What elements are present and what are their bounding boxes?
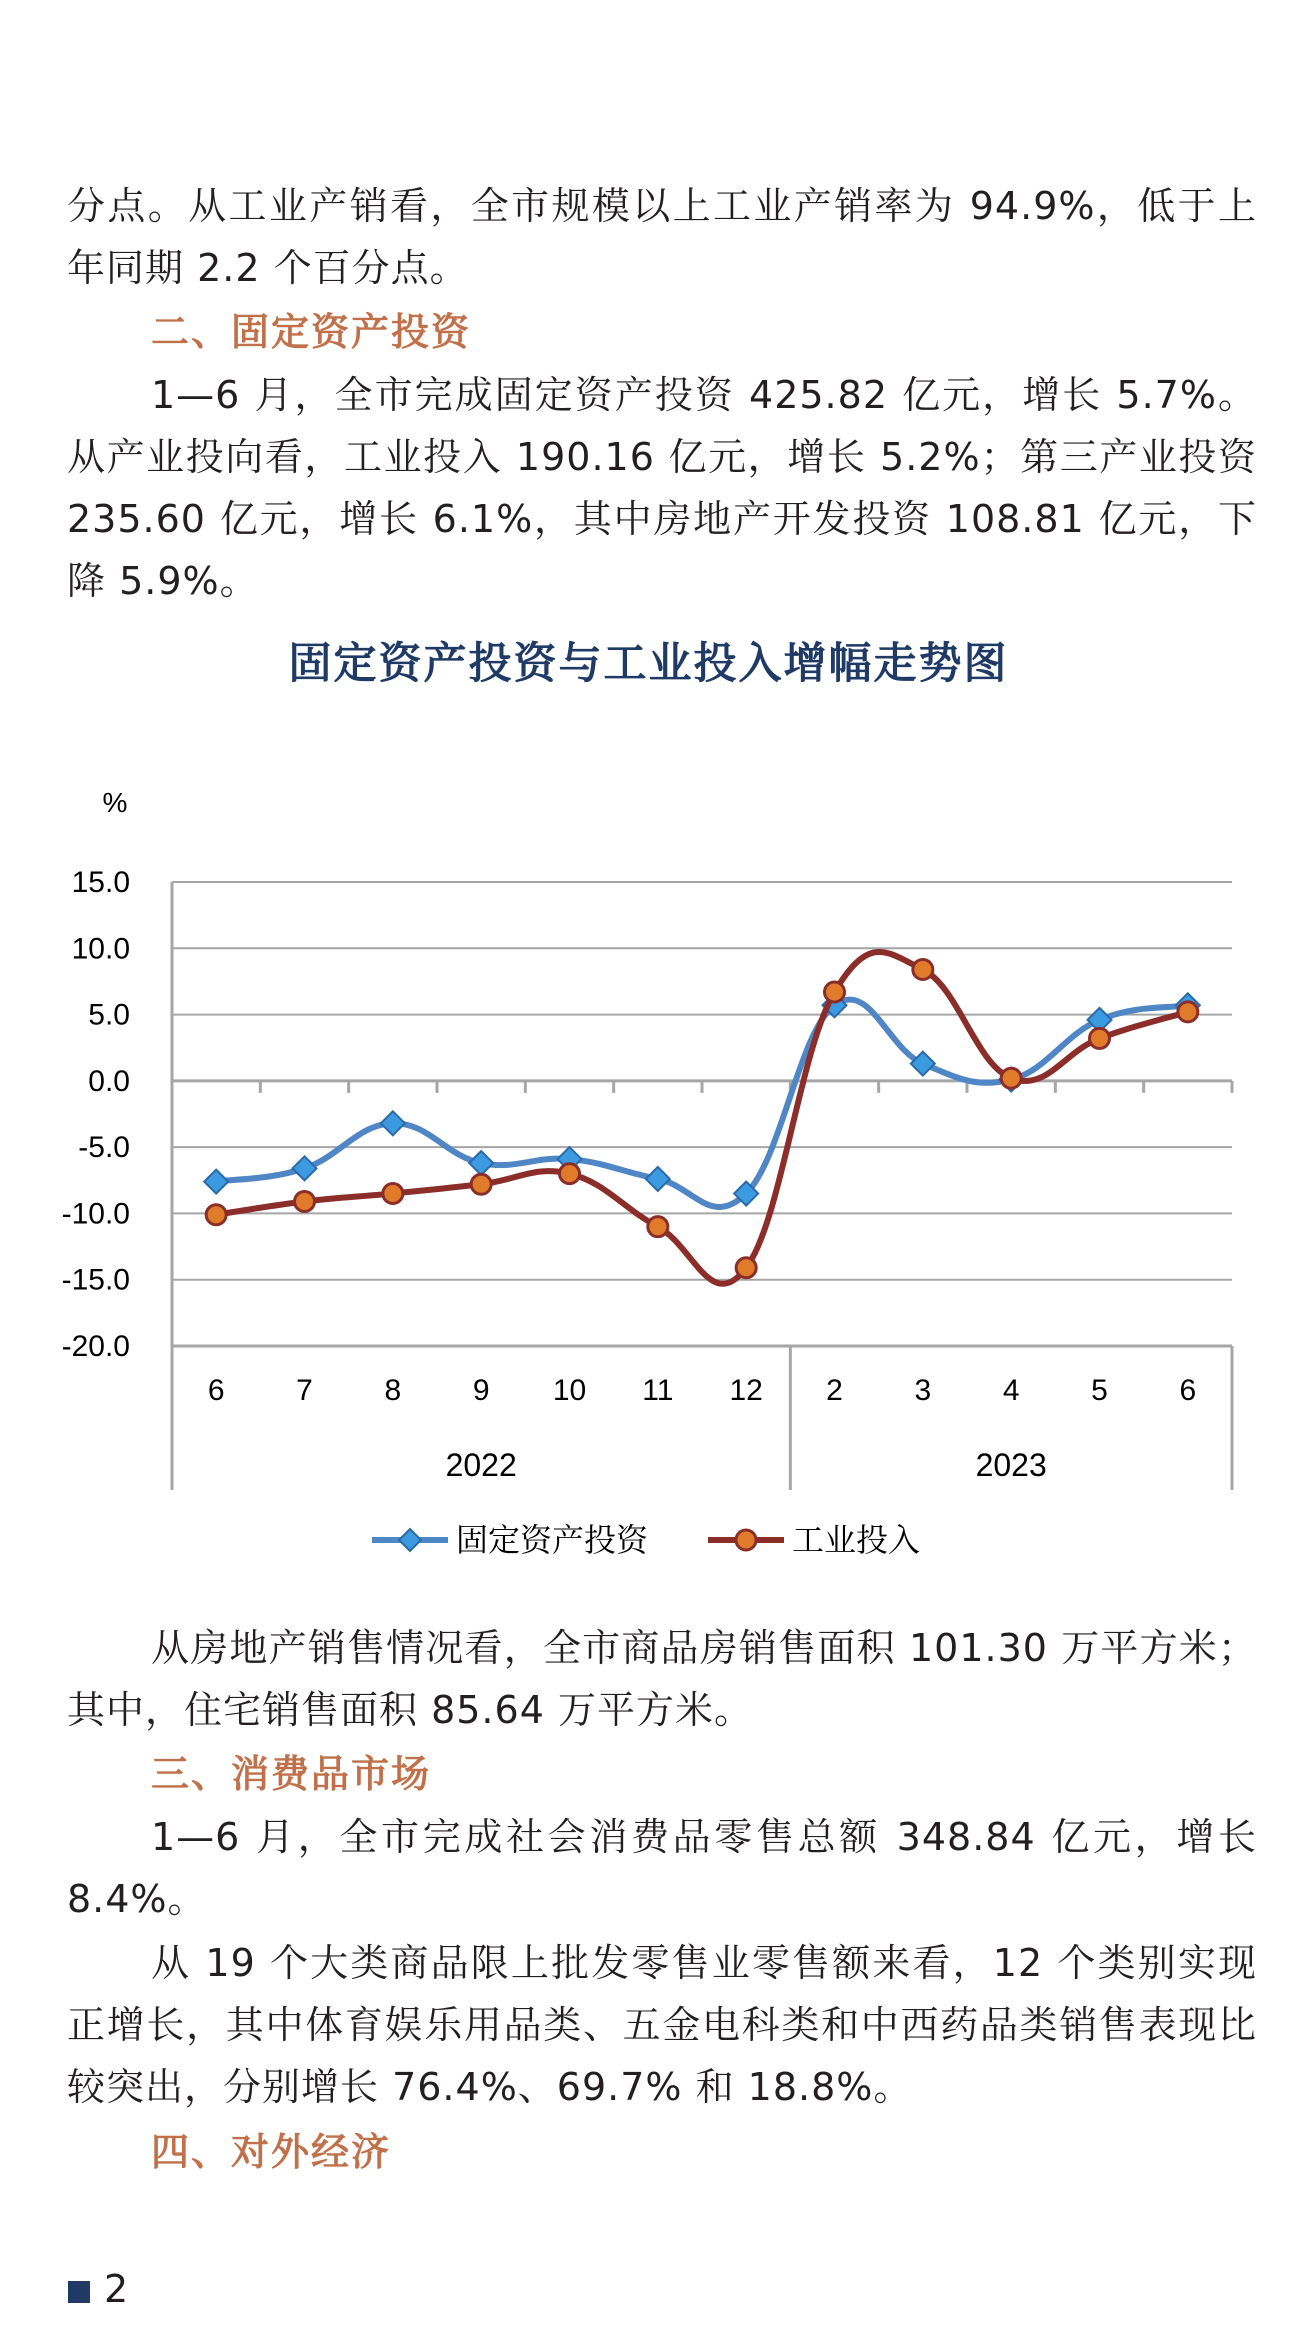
section-heading-consumer-market: 三、消费品市场 xyxy=(151,1752,432,1796)
y-tick-label: 0.0 xyxy=(88,1064,130,1098)
x-tick-label: 6 xyxy=(207,1374,225,1407)
x-tick-label: 5 xyxy=(1091,1374,1108,1407)
section-heading-foreign-economy: 四、对外经济 xyxy=(151,2130,392,2174)
x-tick-label: 7 xyxy=(296,1374,313,1407)
y-tick-label: 15.0 xyxy=(71,866,130,899)
data-point-series-1 xyxy=(204,1170,228,1194)
paragraph-4: 1—6 月，全市完成社会消费品零售总额 348.84 亿元，增长 8.4%。 xyxy=(67,1815,1257,1921)
series-line-1 xyxy=(216,1000,1188,1208)
data-point-series-2 xyxy=(383,1184,403,1204)
y-tick-label: 10.0 xyxy=(71,932,130,966)
x-tick-label: 11 xyxy=(642,1374,674,1407)
page-marker-square xyxy=(68,2281,90,2303)
series-line-2 xyxy=(216,952,1188,1284)
data-point-series-2 xyxy=(1001,1068,1021,1088)
data-point-series-2 xyxy=(206,1205,226,1225)
y-tick-label: 5.0 xyxy=(88,998,130,1032)
y-tick-label: -5.0 xyxy=(78,1131,130,1165)
paragraph-1: 分点。从工业产销看，全市规模以上工业产销率为 94.9%，低于上年同期 2.2 个百分点。 xyxy=(67,184,1257,290)
data-point-series-1 xyxy=(293,1156,317,1180)
data-point-series-2 xyxy=(560,1164,580,1184)
data-point-series-1 xyxy=(469,1151,493,1175)
paragraph-5: 从 19 个大类商品限上批发零售业零售额来看，12 个类别实现正增长，其中体育娱乐用品类、五金电科类和中西药品类销售表现比较突出，分别增长 76.4%、69.7% 和 18.8%。 xyxy=(67,1941,1257,2109)
data-point-series-2 xyxy=(736,1258,756,1278)
data-point-series-2 xyxy=(648,1217,668,1237)
x-tick-label: 4 xyxy=(1002,1374,1020,1407)
chart-title: 固定资产投资与工业投入增幅走势图 xyxy=(288,639,1009,689)
data-point-series-2 xyxy=(471,1174,491,1194)
y-axis-unit-label: % xyxy=(102,787,128,818)
x-tick-label: 2 xyxy=(826,1374,843,1407)
x-tick-label: 3 xyxy=(914,1374,932,1407)
x-tick-label: 12 xyxy=(729,1374,763,1407)
y-tick-label: -20.0 xyxy=(61,1330,130,1363)
y-tick-label: -10.0 xyxy=(61,1197,130,1231)
page-number: 2 xyxy=(104,2267,129,2311)
year-group-label: 2022 xyxy=(445,1447,517,1483)
data-point-series-2 xyxy=(1178,1002,1198,1022)
data-point-series-2 xyxy=(913,959,933,979)
data-point-series-1 xyxy=(381,1111,405,1135)
legend-marker-diamond xyxy=(399,1529,421,1551)
legend-label: 工业投入 xyxy=(792,1522,921,1558)
x-tick-label: 8 xyxy=(384,1374,402,1407)
paragraph-2: 1—6 月，全市完成固定资产投资 425.82 亿元，增长 5.7%。从产业投向看，工业投入 190.16 亿元，增长 5.2%；第三产业投资 235.60 亿元，增长 6.1%，其中房地产开发投资 108.81 亿元，下降 5.9%。 xyxy=(67,373,1257,603)
x-tick-label: 10 xyxy=(552,1374,587,1407)
legend-label: 固定资产投资 xyxy=(456,1522,649,1558)
section-heading-fixed-investment: 二、固定资产投资 xyxy=(151,310,472,354)
y-tick-label: -15.0 xyxy=(61,1263,130,1297)
legend-marker-circle xyxy=(736,1530,756,1550)
data-point-series-1 xyxy=(646,1167,670,1191)
data-point-series-2 xyxy=(1090,1028,1110,1048)
data-point-series-2 xyxy=(825,982,845,1002)
x-tick-label: 9 xyxy=(472,1374,490,1407)
data-point-series-2 xyxy=(295,1191,315,1211)
year-group-label: 2023 xyxy=(975,1447,1047,1483)
paragraph-3: 从房地产销售情况看，全市商品房销售面积 101.30 万平方米；其中，住宅销售面积 85.64 万平方米。 xyxy=(67,1626,1257,1732)
x-tick-label: 6 xyxy=(1179,1374,1197,1407)
line-chart xyxy=(0,760,1297,1590)
